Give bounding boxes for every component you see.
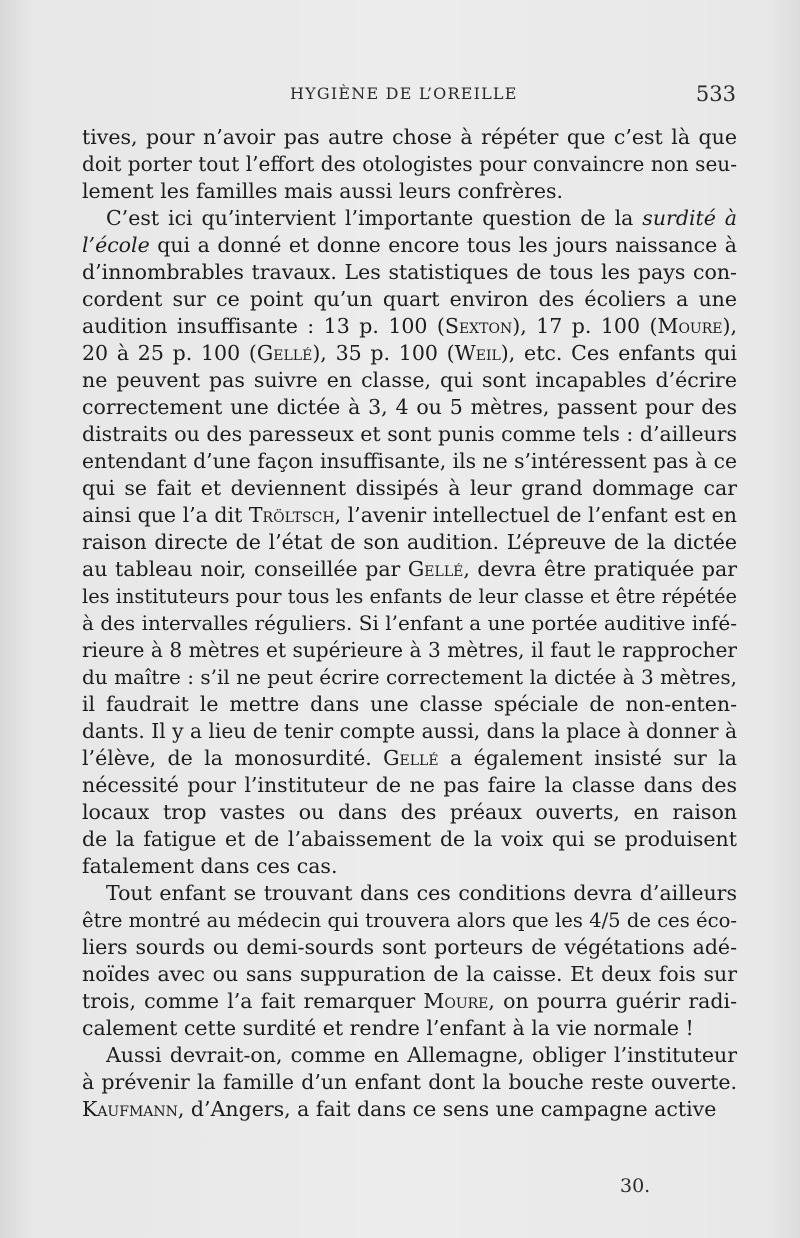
text-line (82, 961, 737, 988)
text-segment: de la fatigue et de l’abaissement de la voix qui se produisent (82, 827, 737, 851)
page-header (0, 84, 800, 112)
text-line (82, 340, 737, 367)
text-segment: a également insisté sur la (438, 746, 737, 770)
text-segment: Gellé (256, 341, 313, 365)
text-segment: il faudrait le mettre dans une classe spéciale de non-enten- (82, 692, 737, 716)
text-segment: à des intervalles réguliers. Si l’enfant a une portée auditive infé- (82, 611, 737, 635)
text-line (82, 205, 737, 232)
text-segment: Tout enfant se trouvant dans ces conditions devra d’ailleurs (106, 881, 737, 905)
text-line (82, 313, 737, 340)
text-segment: audition insuffisante : 13 p. 100 ( (82, 314, 445, 338)
text-line (82, 529, 737, 556)
text-segment: doit porter tout l’effort des otologistes pour convaincre non seu- (82, 152, 737, 176)
text-segment: les instituteurs pour tous les enfants de leur classe et être répétée (82, 585, 737, 608)
text-segment: cordent sur ce point qu’un quart environ des écoliers a une (82, 287, 737, 311)
text-segment: d’innombrables travaux. Les statistiques de tous les pays con- (82, 260, 737, 284)
text-line (82, 880, 737, 907)
text-segment: , on pourra guérir radi- (488, 989, 738, 1013)
text-line (82, 421, 737, 448)
text-segment: nécessité pour l’instituteur de ne pas faire la classe dans des (82, 773, 737, 797)
text-segment: ne peuvent pas suivre en classe, qui sont incapables d’écrire (82, 368, 737, 392)
text-segment: distraits ou des paresseux et sont punis comme tels : d’ailleurs (82, 422, 737, 446)
text-line (82, 691, 737, 718)
text-line (82, 934, 737, 961)
text-segment: Moure (423, 989, 489, 1013)
text-segment: ), (722, 314, 737, 338)
text-segment: Moure (657, 314, 723, 338)
text-segment: Aussi devrait-on, comme en Allemagne, obliger l’instituteur (106, 1043, 737, 1067)
text-line (82, 394, 737, 421)
text-line (82, 1015, 737, 1042)
text-segment: l’élève, de la monosurdité. (82, 746, 384, 770)
text-segment: , d’Angers, a fait dans ce sens une campagne active (177, 1097, 717, 1121)
text-line (82, 367, 737, 394)
text-segment: 20 à 25 p. 100 ( (82, 341, 257, 365)
text-line (82, 772, 737, 799)
text-line (82, 745, 737, 772)
text-line (82, 637, 737, 664)
text-line (82, 718, 737, 745)
text-segment: tives, pour n’avoir pas autre chose à répéter que c’est là que (82, 125, 737, 149)
text-line (82, 799, 737, 826)
text-segment: noïdes avec ou sans suppuration de la caisse. Et deux fois sur (82, 962, 737, 986)
running-title: HYGIÈNE DE L’OREILLE (290, 84, 518, 103)
text-segment: locaux trop vastes ou dans des préaux ouverts, en raison (82, 800, 737, 824)
text-line (82, 448, 737, 475)
text-segment: calement cette surdité et rendre l’enfant à la vie normale ! (82, 1016, 694, 1040)
text-segment: , l’avenir intellectuel de l’enfant est en (334, 503, 737, 527)
text-segment: l’école (82, 233, 150, 257)
text-segment: ), 35 p. 100 ( (312, 341, 455, 365)
text-segment: dants. Il y a lieu de tenir compte aussi, dans la place à donner à (82, 719, 737, 743)
text-segment: Kaufmann (82, 1097, 178, 1121)
text-line (82, 1042, 737, 1069)
text-segment: Tröltsch (248, 503, 335, 527)
text-segment: C’est ici qu’intervient l’importante question de la (106, 206, 643, 230)
text-line (82, 502, 737, 529)
text-segment: qui se fait et deviennent dissipés à leur grand dommage car (82, 476, 737, 500)
text-segment: , devra être pratiquée par (463, 557, 737, 581)
text-segment: ), 17 p. 100 ( (512, 314, 658, 338)
text-segment: fatalement dans ces cas. (82, 854, 338, 878)
text-segment: au tableau noir, conseillée par (82, 557, 408, 581)
text-line (82, 259, 737, 286)
text-segment: entendant d’une façon insuffisante, ils ne s’intéressent pas à ce (82, 449, 737, 473)
text-line (82, 151, 737, 178)
text-line (82, 1069, 737, 1096)
text-line (82, 610, 737, 637)
text-segment: surdité à (642, 206, 738, 230)
text-line (82, 178, 737, 205)
text-segment: Gellé (383, 746, 439, 770)
text-segment: à prévenir la famille d’un enfant dont la bouche reste ouverte. (82, 1070, 737, 1094)
text-segment: correctement une dictée à 3, 4 ou 5 mètres, passent pour des (82, 395, 737, 419)
text-line (82, 988, 737, 1015)
text-segment: lement les familles mais aussi leurs confrères. (82, 179, 564, 203)
text-segment: Gellé (407, 557, 464, 581)
text-segment: du maître : s’il ne peut écrire correctement la dictée à 3 mètres, (82, 665, 737, 689)
text-segment: ainsi que l’a dit (82, 503, 249, 527)
text-line (82, 664, 737, 691)
text-segment: liers sourds ou demi-sourds sont porteurs de végétations adé- (82, 935, 737, 959)
text-line (82, 907, 737, 934)
text-line (82, 475, 737, 502)
text-line (82, 853, 737, 880)
signature-mark: 30. (620, 1175, 651, 1197)
text-segment: ), etc. Ces enfants qui (500, 341, 737, 365)
text-segment: trois, comme l’a fait remarquer (82, 989, 424, 1013)
text-segment: rieure à 8 mètres et supérieure à 3 mètres, il faut le rapprocher (82, 638, 737, 662)
text-segment: être montré au médecin qui trouvera alors que les 4/5 de ces éco- (82, 909, 737, 932)
text-line (82, 583, 737, 610)
text-segment: raison directe de l’état de son audition. L’épreuve de la dictée (82, 530, 737, 554)
text-segment: Sexton (444, 314, 513, 338)
page-number: 533 (695, 82, 736, 106)
text-line (82, 1096, 737, 1123)
text-line (82, 556, 737, 583)
text-line (82, 124, 737, 151)
text-segment: qui a donné et donne encore tous les jours naissance à (149, 233, 737, 257)
body-text (82, 124, 737, 1123)
text-line (82, 232, 737, 259)
text-line (82, 286, 737, 313)
text-segment: Weil (454, 341, 501, 365)
text-line (82, 826, 737, 853)
